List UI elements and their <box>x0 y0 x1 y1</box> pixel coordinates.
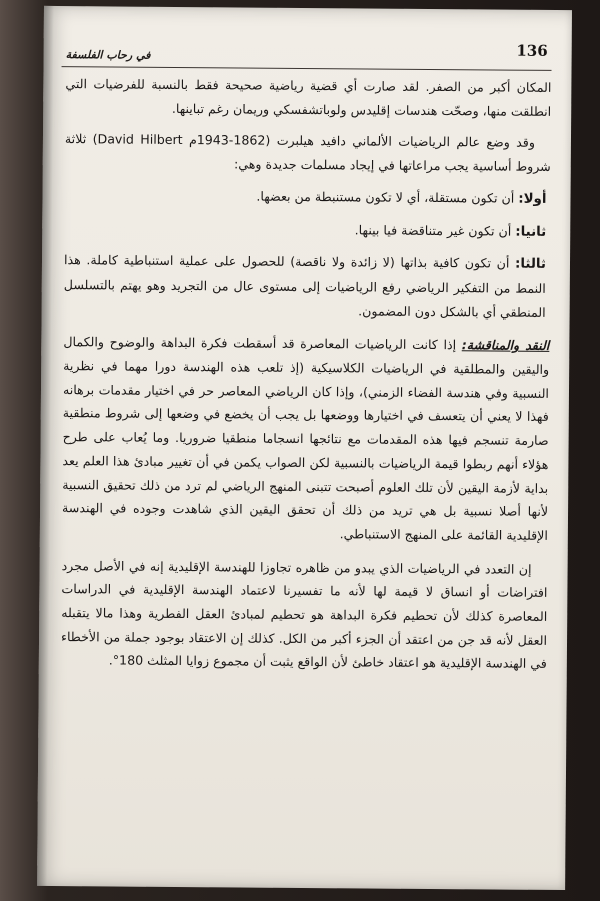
list-item-text-third: أن تكون كافية بذاتها (لا زائدة ولا ناقصة) للحصول على عملية استنباطية كاملة. هذا النمط من التفكير الرياضي رفع الرياضيات إلى مستوى عال من التجريد وهو يهتم بالتسلسل المنطقي أي بالشكل دون المضمون. <box>63 252 546 320</box>
list-item-first <box>64 183 550 212</box>
page-number: 136 <box>516 41 548 60</box>
book-page <box>37 6 572 890</box>
paragraph-intro: المكان أكبر من الصفر. لقد صارت أي قضية رياضية صحيحة فقط بالنسبة للفرضيات التي انطلقت منها، وصحّت هندسات إقليدس ولوباتشفسكي وريمان رغم تباينها. <box>65 76 552 119</box>
critique-text: إذا كانت الرياضيات المعاصرة قد أسقطت فكرة البداهة والوضوح والكمال واليقين والمطلقية في الرياضيات الكلاسيكية (إذ تلعب هذه الهندسة دورا مهما في نظرية النسبية وفي هندسة الفضاء الزمني)، وإذا كان الرياضي المعاصر حر في اختيار مقدمات برهانه فهذا لا يعني أن يتعسف في اختيارها ووضعها بل يجب أن يخضع في وضعها إلى شروط منطقية صارمة تنسجم فيها هذه المقدمات مع نتائجها انسجاما منطقيا ضروريا. وما يُعاب على طرح هؤلاء أنهم ربطوا قيمة الرياضيات بالنسبية لكن الصواب يكمن في أن تغيير مبادئ هذا العلم يعد بداية لأزمة اليقين لأن تلك العلوم أصبحت تتبنى المنهج الرياضي لم ترد من ذلك تحقيق النسبية لأنها أصلا نسبية بل هي تريد من ذلك أن تحقق اليقين الذي شاهدت وجوده في الهندسة الإقليدية القائمة على المنهج الاستنباطي. <box>62 334 550 543</box>
running-header-title: في رحاب الفلسفة <box>65 48 151 62</box>
list-item-second <box>64 216 550 245</box>
critique-heading: النقد والمناقشة: <box>461 337 550 354</box>
ordinal-label-first: أولا: <box>518 191 547 207</box>
page-body <box>61 72 552 684</box>
paragraph-conclusion: إن التعدد في الرياضيات الذي يبدو من ظاهره تجاوزا للهندسة الإقليدية إنه في الأصل مجرد افتراضات أو انساق لا قيمة لها لأنه ما تفسيرنا لاعتماد الهندسة الإقليدية في الدراسات المعاصرة كذلك لأن تحطيم فكرة البداهة هو تحطيم لمبادئ العقل الفطرية وهذا مالا يتقبله العقل لأنه قد جن من اعتقد أن الجزء أكبر من الكل. كذلك إن الاعتقاد بوجود جملة من الأخطاء في الهندسة الإقليدية هو اعتقاد خاطئ لأن الواقع يثبت أن مجموع زوايا المثلث 180°. <box>60 557 548 672</box>
paragraph-critique <box>62 330 550 547</box>
list-item-third <box>64 248 551 324</box>
ordinal-label-second: ثانيا: <box>515 224 547 240</box>
running-header <box>62 36 552 71</box>
list-item-text-second: أن تكون غير متناقضة فيا بينها. <box>354 221 516 239</box>
ordinal-label-third: ثالثا: <box>514 256 547 273</box>
list-item-text-first: أن تكون مستقلة، أي لا تكون مستنبطة من بعضها. <box>256 188 519 206</box>
paragraph-hilbert: وقد وضع عالم الرياضيات الألماني دافيد هيلبرت (1862-1943م David Hilbert) ثلاثة شروط أساسية يجب مراعاتها في إيجاد مسلمات جديدة وهي: <box>64 131 551 175</box>
